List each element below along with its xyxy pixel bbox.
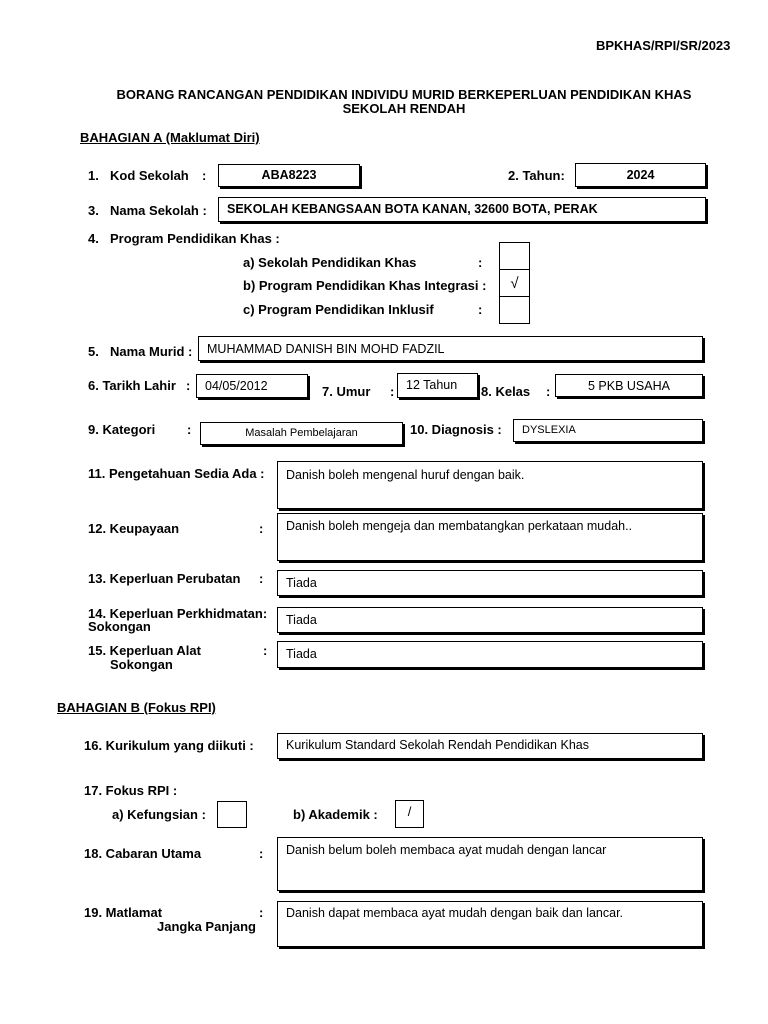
tarikh-lahir-field[interactable]: 04/05/2012 bbox=[196, 374, 308, 398]
option-a-colon: : bbox=[478, 255, 483, 270]
keperluan-perubatan-field[interactable]: Tiada bbox=[277, 570, 703, 596]
keupayaan-field[interactable]: Danish boleh mengeja dan membatangkan perkataan mudah.. bbox=[277, 513, 703, 561]
cabaran-utama-colon: : bbox=[259, 846, 264, 861]
cabaran-utama-field[interactable]: Danish belum boleh membaca ayat mudah dengan lancar bbox=[277, 837, 703, 891]
document-code: BPKHAS/RPI/SR/2023 bbox=[596, 38, 731, 53]
diagnosis-field[interactable]: DYSLEXIA bbox=[513, 419, 703, 442]
keperluan-perubatan-label: 13. Keperluan Perubatan bbox=[88, 571, 241, 586]
kategori-field[interactable]: Masalah Pembelajaran bbox=[200, 422, 403, 445]
nama-sekolah-label: Nama Sekolah : bbox=[110, 203, 207, 218]
option-b-label: b) Program Pendidikan Khas Integrasi : bbox=[243, 278, 487, 293]
kurikulum-field[interactable]: Kurikulum Standard Sekolah Rendah Pendidikan Khas bbox=[277, 733, 703, 759]
kod-sekolah-colon: : bbox=[202, 168, 207, 183]
keperluan-alat-label: 15. Keperluan Alat bbox=[88, 643, 201, 658]
matlamat-jangka-panjang-field[interactable]: Danish dapat membaca ayat mudah dengan baik dan lancar. bbox=[277, 901, 703, 947]
keperluan-perkhidmatan-label-line2: Sokongan bbox=[88, 619, 151, 634]
umur-label: 7. Umur bbox=[322, 384, 371, 399]
option-a-label: a) Sekolah Pendidikan Khas bbox=[243, 255, 417, 270]
pengetahuan-sedia-ada-field[interactable]: Danish boleh mengenal huruf dengan baik. bbox=[277, 461, 703, 509]
fokus-rpi-label: 17. Fokus RPI : bbox=[84, 783, 178, 798]
diagnosis-label: 10. Diagnosis : bbox=[410, 422, 502, 437]
kurikulum-label: 16. Kurikulum yang diikuti : bbox=[84, 738, 254, 753]
keupayaan-label: 12. Keupayaan bbox=[88, 521, 180, 536]
matlamat-colon: : bbox=[259, 905, 264, 920]
kategori-colon: : bbox=[187, 422, 192, 437]
field1-number: 1. bbox=[88, 168, 99, 183]
kefungsian-checkbox[interactable] bbox=[217, 801, 247, 828]
tahun-field[interactable]: 2024 bbox=[575, 163, 706, 187]
pengetahuan-sedia-ada-label: 11. Pengetahuan Sedia Ada : bbox=[88, 466, 265, 481]
option-c-colon: : bbox=[478, 302, 483, 317]
umur-colon: : bbox=[390, 384, 395, 399]
field3-number: 3. bbox=[88, 203, 99, 218]
field5-number: 5. bbox=[88, 344, 99, 359]
keperluan-alat-label-line2: Sokongan bbox=[110, 657, 173, 672]
option-a-checkbox[interactable] bbox=[499, 242, 530, 270]
form-title-line2: SEKOLAH RENDAH bbox=[342, 101, 466, 116]
option-b-checkbox[interactable]: √ bbox=[499, 269, 530, 297]
matlamat-label-line2: Jangka Panjang bbox=[157, 919, 256, 934]
option-c-checkbox[interactable] bbox=[499, 296, 530, 324]
akademik-label: b) Akademik : bbox=[293, 807, 378, 822]
keperluan-alat-field[interactable]: Tiada bbox=[277, 641, 703, 668]
keperluan-perubatan-colon: : bbox=[259, 571, 264, 586]
section-b-heading: BAHAGIAN B (Fokus RPI) bbox=[57, 700, 216, 715]
keperluan-perkhidmatan-field[interactable]: Tiada bbox=[277, 607, 703, 633]
umur-field[interactable]: 12 Tahun bbox=[397, 373, 478, 398]
tarikh-lahir-colon: : bbox=[186, 378, 191, 393]
cabaran-utama-label: 18. Cabaran Utama bbox=[84, 846, 202, 861]
keperluan-alat-colon: : bbox=[263, 643, 268, 658]
kelas-colon: : bbox=[546, 384, 551, 399]
keupayaan-colon: : bbox=[259, 521, 264, 536]
matlamat-label: 19. Matlamat bbox=[84, 905, 163, 920]
akademik-checkbox[interactable]: / bbox=[395, 800, 424, 828]
kelas-label: 8. Kelas bbox=[481, 384, 531, 399]
program-pendidikan-khas-label: Program Pendidikan Khas : bbox=[110, 231, 280, 246]
kod-sekolah-field[interactable]: ABA8223 bbox=[218, 164, 360, 187]
kefungsian-label: a) Kefungsian : bbox=[112, 807, 206, 822]
tahun-label: 2. Tahun: bbox=[508, 168, 565, 183]
form-title-line1: BORANG RANCANGAN PENDIDIKAN INDIVIDU MURID BERKEPERLUAN PENDIDIKAN KHAS bbox=[116, 87, 692, 102]
nama-murid-label: Nama Murid : bbox=[110, 344, 193, 359]
option-c-label: c) Program Pendidikan Inklusif bbox=[243, 302, 434, 317]
nama-sekolah-field[interactable]: SEKOLAH KEBANGSAAN BOTA KANAN, 32600 BOTA, PERAK bbox=[218, 197, 706, 222]
keperluan-perkhidmatan-label: 14. Keperluan Perkhidmatan: bbox=[88, 606, 268, 621]
kod-sekolah-label: Kod Sekolah bbox=[110, 168, 189, 183]
section-a-heading: BAHAGIAN A (Maklumat Diri) bbox=[80, 130, 260, 145]
kategori-label: 9. Kategori bbox=[88, 422, 156, 437]
field4-number: 4. bbox=[88, 231, 99, 246]
kelas-field[interactable]: 5 PKB USAHA bbox=[555, 374, 703, 397]
tarikh-lahir-label: 6. Tarikh Lahir bbox=[88, 378, 176, 393]
nama-murid-field[interactable]: MUHAMMAD DANISH BIN MOHD FADZIL bbox=[198, 336, 703, 361]
